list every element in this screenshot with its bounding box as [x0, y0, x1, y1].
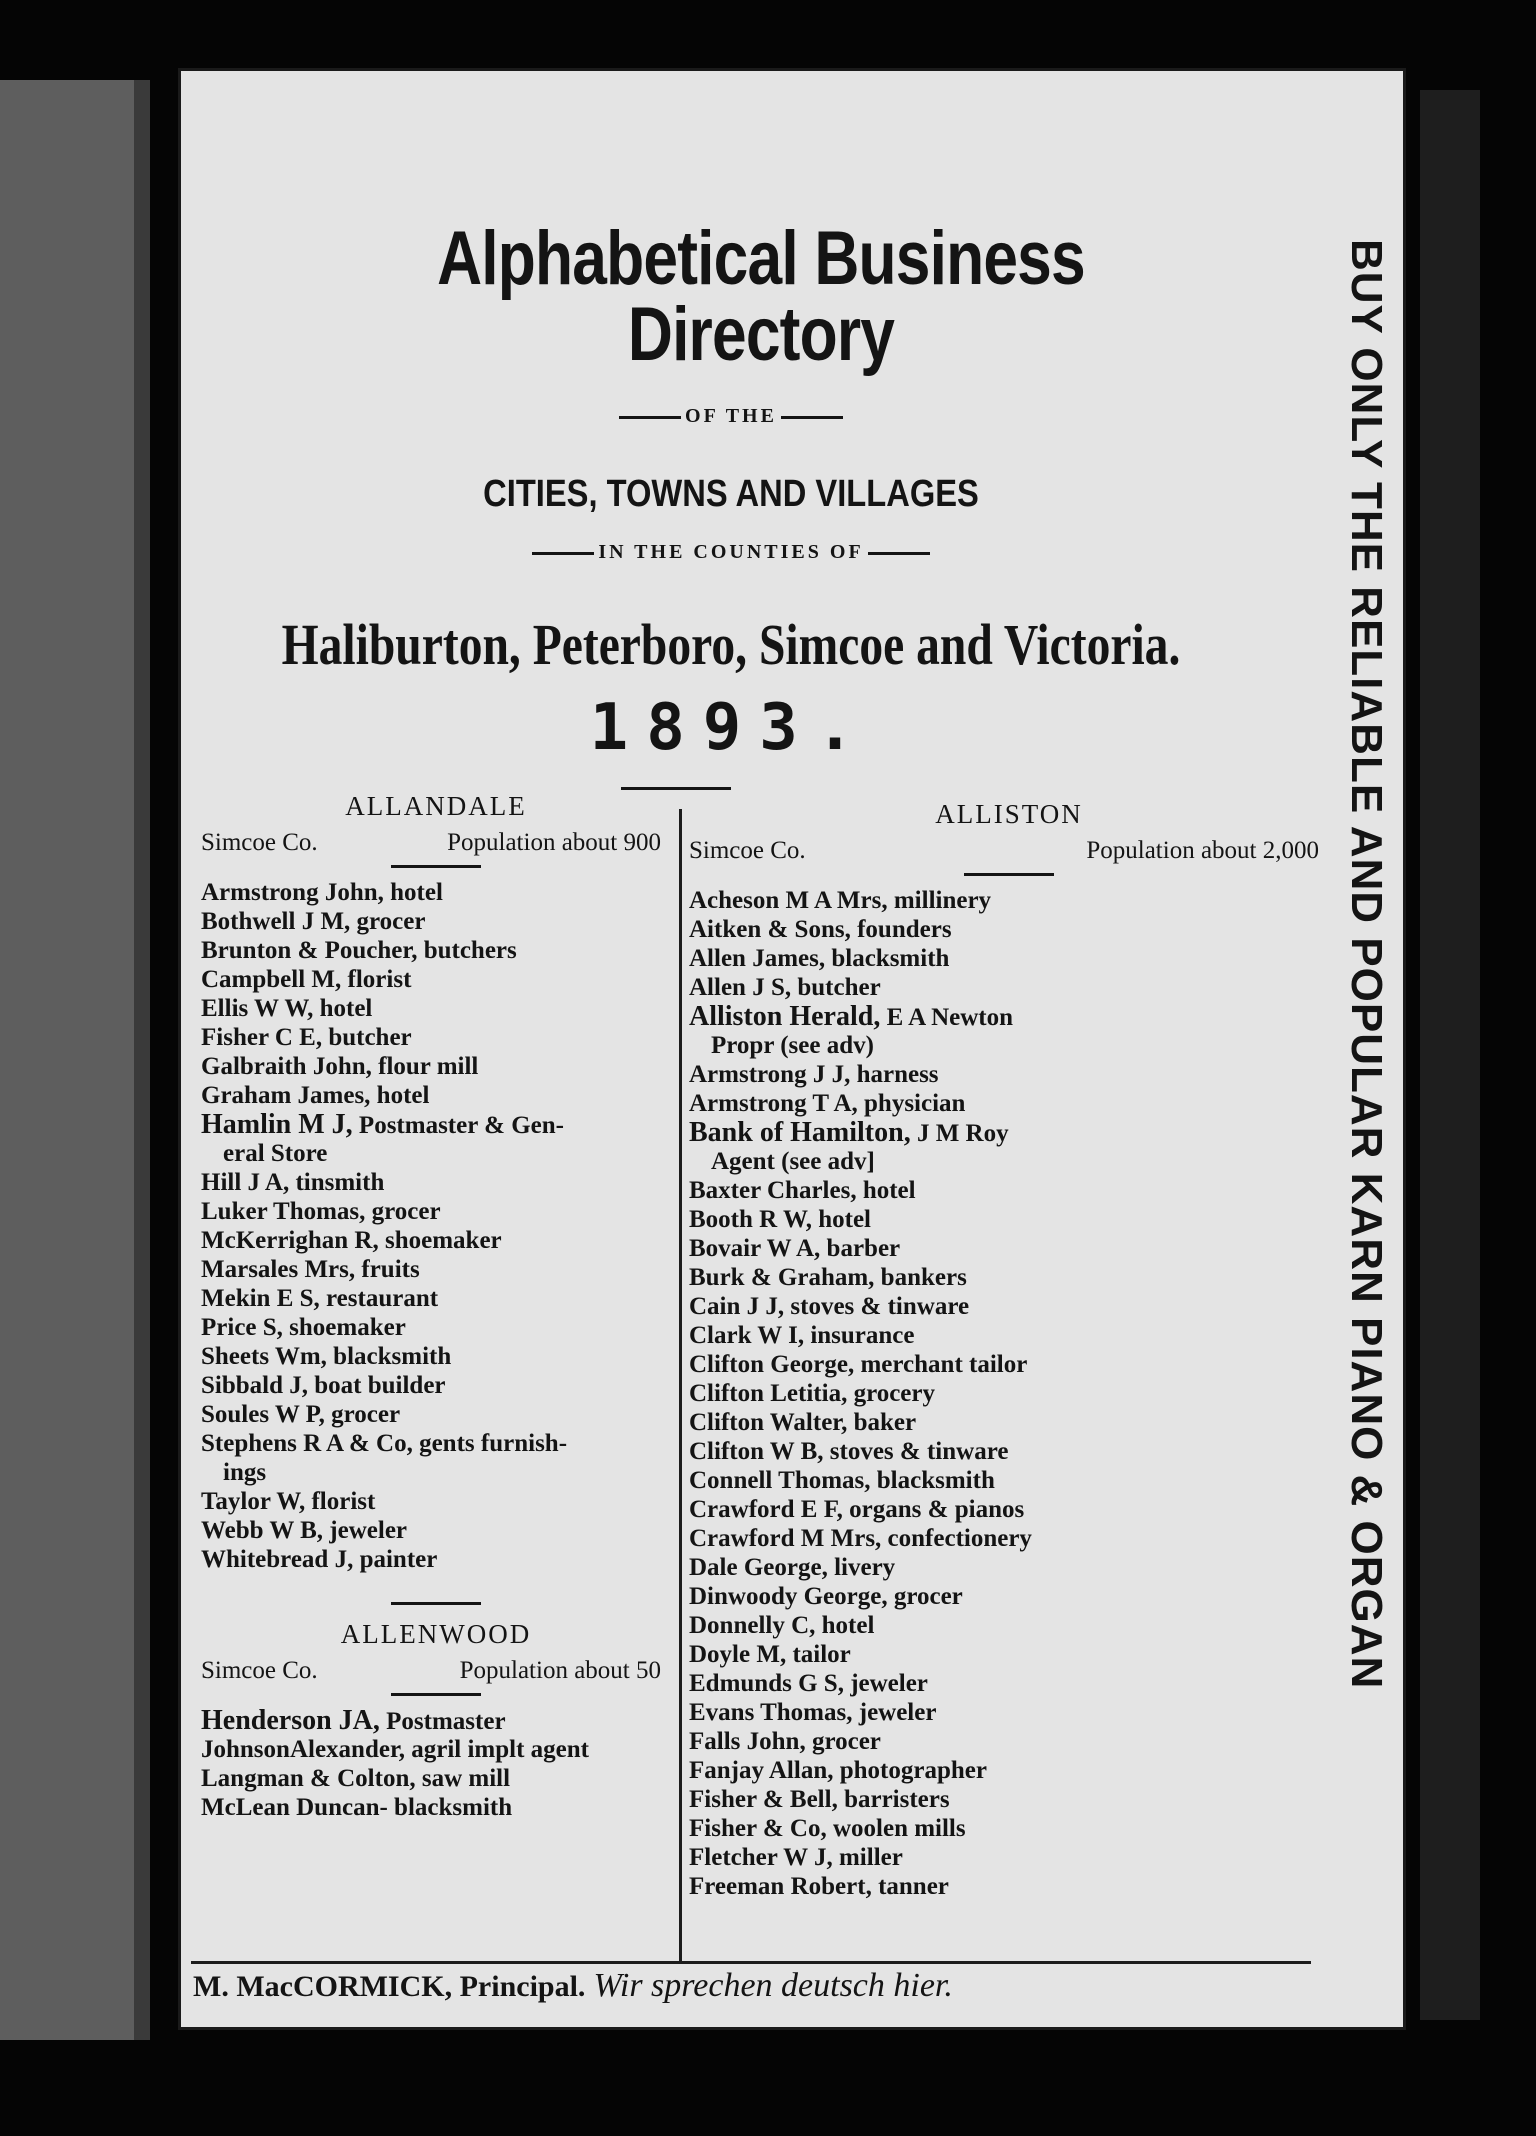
- entry-text: Dinwoody George, grocer: [689, 1583, 963, 1610]
- directory-entry: [689, 1611, 1329, 1640]
- entry-text: Ellis W W, hotel: [201, 995, 373, 1022]
- german-text: Wir sprechen deutsch hier.: [593, 1967, 953, 2004]
- in-counties-text: IN THE COUNTIES OF: [598, 541, 864, 563]
- entry-text: Taylor W, florist: [201, 1488, 376, 1515]
- entry-text: Webb W B, jeweler: [201, 1517, 408, 1544]
- directory-entry: [201, 1793, 671, 1822]
- entry-text: Bovair W A, barber: [689, 1235, 901, 1262]
- town-heading-allandale: ALLANDALE: [345, 791, 527, 821]
- allandale-entries: [201, 878, 671, 1574]
- directory-entry: [689, 1379, 1329, 1408]
- entry-text: Postmaster & Gen-: [352, 1112, 564, 1139]
- entry-text: Luker Thomas, grocer: [201, 1198, 441, 1225]
- directory-entry: [201, 1052, 671, 1081]
- entry-text: Burk & Graham, bankers: [689, 1264, 967, 1291]
- directory-entry: [201, 1255, 671, 1284]
- entry-text: Doyle M, tailor: [689, 1641, 851, 1668]
- entry-text: Fisher & Co, woolen mills: [689, 1815, 966, 1842]
- population-line-alliston: [689, 833, 1329, 869]
- directory-entry: [689, 1466, 1329, 1495]
- right-column: [689, 795, 1329, 1901]
- county-label: Simcoe Co.: [689, 837, 806, 864]
- directory-entry: [689, 1321, 1329, 1350]
- alliston-entries: [689, 886, 1329, 1901]
- page-title: Alphabetical Business Directory: [437, 216, 1085, 377]
- entry-text: Clifton W B, stoves & tinware: [689, 1438, 1009, 1465]
- entry-text: E A Newton: [880, 1004, 1013, 1031]
- directory-entry: [201, 1023, 671, 1052]
- directory-entry: [689, 1582, 1329, 1611]
- entry-text: Baxter Charles, hotel: [689, 1177, 916, 1204]
- directory-entry: [689, 915, 1329, 944]
- column-divider: [679, 809, 682, 1961]
- section-rule: [391, 1693, 481, 1696]
- entry-text: Propr (see adv): [711, 1032, 874, 1059]
- entry-text: Crawford M Mrs, confectionery: [689, 1525, 1032, 1552]
- entry-text: Hill J A, tinsmith: [201, 1169, 385, 1196]
- directory-entry: [689, 1205, 1329, 1234]
- directory-entry: [201, 1458, 671, 1487]
- rule-left: [532, 552, 594, 555]
- counties-heading: Haliburton, Peterboro, Simcoe and Victoria.: [281, 612, 1181, 677]
- entry-text: Price S, shoemaker: [201, 1314, 406, 1341]
- directory-entry: [689, 1814, 1329, 1843]
- directory-entry: [689, 1524, 1329, 1553]
- entry-text: Allen J S, butcher: [689, 974, 881, 1001]
- book-spine: [134, 80, 150, 2040]
- entry-text: Mekin E S, restaurant: [201, 1285, 439, 1312]
- directory-entry: [689, 1234, 1329, 1263]
- directory-entry: [201, 1429, 671, 1458]
- rule-right: [781, 416, 843, 419]
- entry-text: Fisher C E, butcher: [201, 1024, 412, 1051]
- directory-entry: [689, 1872, 1329, 1901]
- directory-entry: [689, 1147, 1329, 1176]
- entry-lead: Henderson JA,: [201, 1705, 380, 1736]
- entry-text: Cain J J, stoves & tinware: [689, 1293, 970, 1320]
- entry-text: Clifton George, merchant tailor: [689, 1351, 1028, 1378]
- entry-text: Graham James, hotel: [201, 1082, 430, 1109]
- entry-text: Freeman Robert, tanner: [689, 1873, 949, 1900]
- population-label: Population about 50: [459, 1657, 661, 1684]
- directory-entry: [689, 944, 1329, 973]
- entry-text: Fisher & Bell, barristers: [689, 1786, 950, 1813]
- entry-lead: Hamlin M J,: [201, 1109, 353, 1140]
- directory-entry: [689, 973, 1329, 1002]
- rule-left: [619, 416, 681, 419]
- directory-entry: [689, 1408, 1329, 1437]
- directory-entry: [201, 907, 671, 936]
- county-label: Simcoe Co.: [201, 829, 318, 856]
- directory-entry: [201, 1545, 671, 1574]
- entry-text: Edmunds G S, jeweler: [689, 1670, 928, 1697]
- directory-entry: [201, 1487, 671, 1516]
- directory-entry: [201, 1197, 671, 1226]
- cities-heading: CITIES, TOWNS AND VILLAGES: [483, 473, 979, 515]
- in-counties-line: [181, 541, 1281, 564]
- left-book-cover: [0, 80, 150, 2040]
- entry-text: Aitken & Sons, founders: [689, 916, 952, 943]
- town-heading-alliston: ALLISTON: [935, 799, 1083, 829]
- entry-text: Sibbald J, boat builder: [201, 1372, 446, 1399]
- directory-entry: [689, 1640, 1329, 1669]
- directory-entry: [689, 1263, 1329, 1292]
- entry-text: Evans Thomas, jeweler: [689, 1699, 937, 1726]
- entry-text: Langman & Colton, saw mill: [201, 1765, 511, 1792]
- directory-entry: [689, 1785, 1329, 1814]
- directory-entry: [201, 878, 671, 907]
- principal-text: M. MacCORMICK, Principal.: [193, 1970, 586, 2003]
- entry-text: Clark W I, insurance: [689, 1322, 915, 1349]
- footer-rule: [191, 1961, 1311, 1964]
- directory-entry: [201, 965, 671, 994]
- directory-entry: [201, 1284, 671, 1313]
- directory-entry: [201, 994, 671, 1023]
- entry-text: Marsales Mrs, fruits: [201, 1256, 420, 1283]
- entry-text: Allen James, blacksmith: [689, 945, 950, 972]
- directory-entry: [201, 1516, 671, 1545]
- entry-lead: Alliston Herald,: [689, 1001, 881, 1032]
- left-column: [201, 787, 671, 1822]
- directory-entry: [689, 1756, 1329, 1785]
- directory-entry: [201, 1764, 671, 1793]
- right-book-edge: [1420, 90, 1480, 2020]
- directory-entry: [689, 886, 1329, 915]
- directory-entry: [689, 1727, 1329, 1756]
- directory-entry: [201, 1081, 671, 1110]
- directory-entry: [201, 1735, 671, 1764]
- entry-text: Sheets Wm, blacksmith: [201, 1343, 452, 1370]
- population-label: Population about 900: [447, 829, 661, 856]
- rule-right: [868, 552, 930, 555]
- section-rule: [964, 873, 1054, 876]
- directory-entry: [689, 1495, 1329, 1524]
- directory-entry: [689, 1698, 1329, 1727]
- directory-entry: [689, 1553, 1329, 1582]
- directory-page: [178, 68, 1406, 2030]
- section-rule: [391, 865, 481, 868]
- entry-text: Clifton Letitia, grocery: [689, 1380, 935, 1407]
- directory-entry: [689, 1350, 1329, 1379]
- directory-entry: [201, 1313, 671, 1342]
- entry-text: Stephens R A & Co, gents furnish-: [201, 1430, 568, 1457]
- entry-text: Postmaster: [379, 1708, 506, 1735]
- section-rule: [391, 1602, 481, 1605]
- of-the-text: OF THE: [685, 405, 777, 427]
- entry-text: McLean Duncan- blacksmith: [201, 1794, 513, 1821]
- entry-text: J M Roy: [910, 1120, 1009, 1147]
- vertical-advertisement: BUY ONLY THE RELIABLE AND POPULAR KARN PIANO & ORGAN: [1342, 239, 1391, 1690]
- directory-entry: [201, 1226, 671, 1255]
- town-heading-allenwood: ALLENWOOD: [340, 1619, 532, 1649]
- entry-text: McKerrighan R, shoemaker: [201, 1227, 502, 1254]
- directory-entry: [201, 1342, 671, 1371]
- entry-text: Connell Thomas, blacksmith: [689, 1467, 995, 1494]
- directory-entry: [201, 936, 671, 965]
- directory-entry: [689, 1292, 1329, 1321]
- entry-text: Armstrong John, hotel: [201, 879, 443, 906]
- directory-entry: [201, 1110, 671, 1139]
- entry-text: Whitebread J, painter: [201, 1546, 438, 1573]
- entry-text: Acheson M A Mrs, millinery: [689, 887, 992, 914]
- of-the-line: [181, 405, 1281, 428]
- entry-text: Galbraith John, flour mill: [201, 1053, 479, 1080]
- directory-entry: [201, 1139, 671, 1168]
- population-label: Population about 2,000: [1086, 837, 1319, 864]
- entry-text: Brunton & Poucher, butchers: [201, 937, 517, 964]
- directory-entry: [201, 1371, 671, 1400]
- directory-entry: [689, 1118, 1329, 1147]
- entry-text: Fletcher W J, miller: [689, 1844, 903, 1871]
- year-heading: 1893.: [589, 691, 873, 765]
- entry-lead: Bank of Hamilton,: [689, 1117, 911, 1148]
- directory-entry: [689, 1031, 1329, 1060]
- directory-entry: [689, 1002, 1329, 1031]
- directory-entry: [689, 1176, 1329, 1205]
- entry-text: ings: [223, 1459, 267, 1486]
- directory-entry: [689, 1060, 1329, 1089]
- footer-line: [193, 1967, 1313, 2005]
- population-line-allandale: [201, 825, 671, 861]
- entry-text: Armstrong J J, harness: [689, 1061, 939, 1088]
- directory-entry: [201, 1168, 671, 1197]
- entry-text: Fanjay Allan, photographer: [689, 1757, 987, 1784]
- entry-text: Soules W P, grocer: [201, 1401, 401, 1428]
- directory-entry: [689, 1437, 1329, 1466]
- entry-text: Booth R W, hotel: [689, 1206, 871, 1233]
- entry-text: Clifton Walter, baker: [689, 1409, 917, 1436]
- county-label: Simcoe Co.: [201, 1657, 318, 1684]
- entry-text: Campbell M, florist: [201, 966, 412, 993]
- directory-entry: [689, 1089, 1329, 1118]
- entry-text: eral Store: [223, 1140, 328, 1167]
- entry-text: JohnsonAlexander, agril implt agent: [201, 1736, 590, 1763]
- entry-text: Bothwell J M, grocer: [201, 908, 426, 935]
- directory-entry: [201, 1706, 671, 1735]
- allenwood-entries: [201, 1706, 671, 1822]
- entry-text: Falls John, grocer: [689, 1728, 881, 1755]
- entry-text: Donnelly C, hotel: [689, 1612, 875, 1639]
- population-line-allenwood: [201, 1653, 671, 1689]
- entry-text: Crawford E F, organs & pianos: [689, 1496, 1025, 1523]
- entry-text: Armstrong T A, physician: [689, 1090, 966, 1117]
- entry-text: Agent (see adv]: [711, 1148, 875, 1175]
- directory-entry: [201, 1400, 671, 1429]
- directory-entry: [689, 1843, 1329, 1872]
- entry-text: Dale George, livery: [689, 1554, 896, 1581]
- directory-entry: [689, 1669, 1329, 1698]
